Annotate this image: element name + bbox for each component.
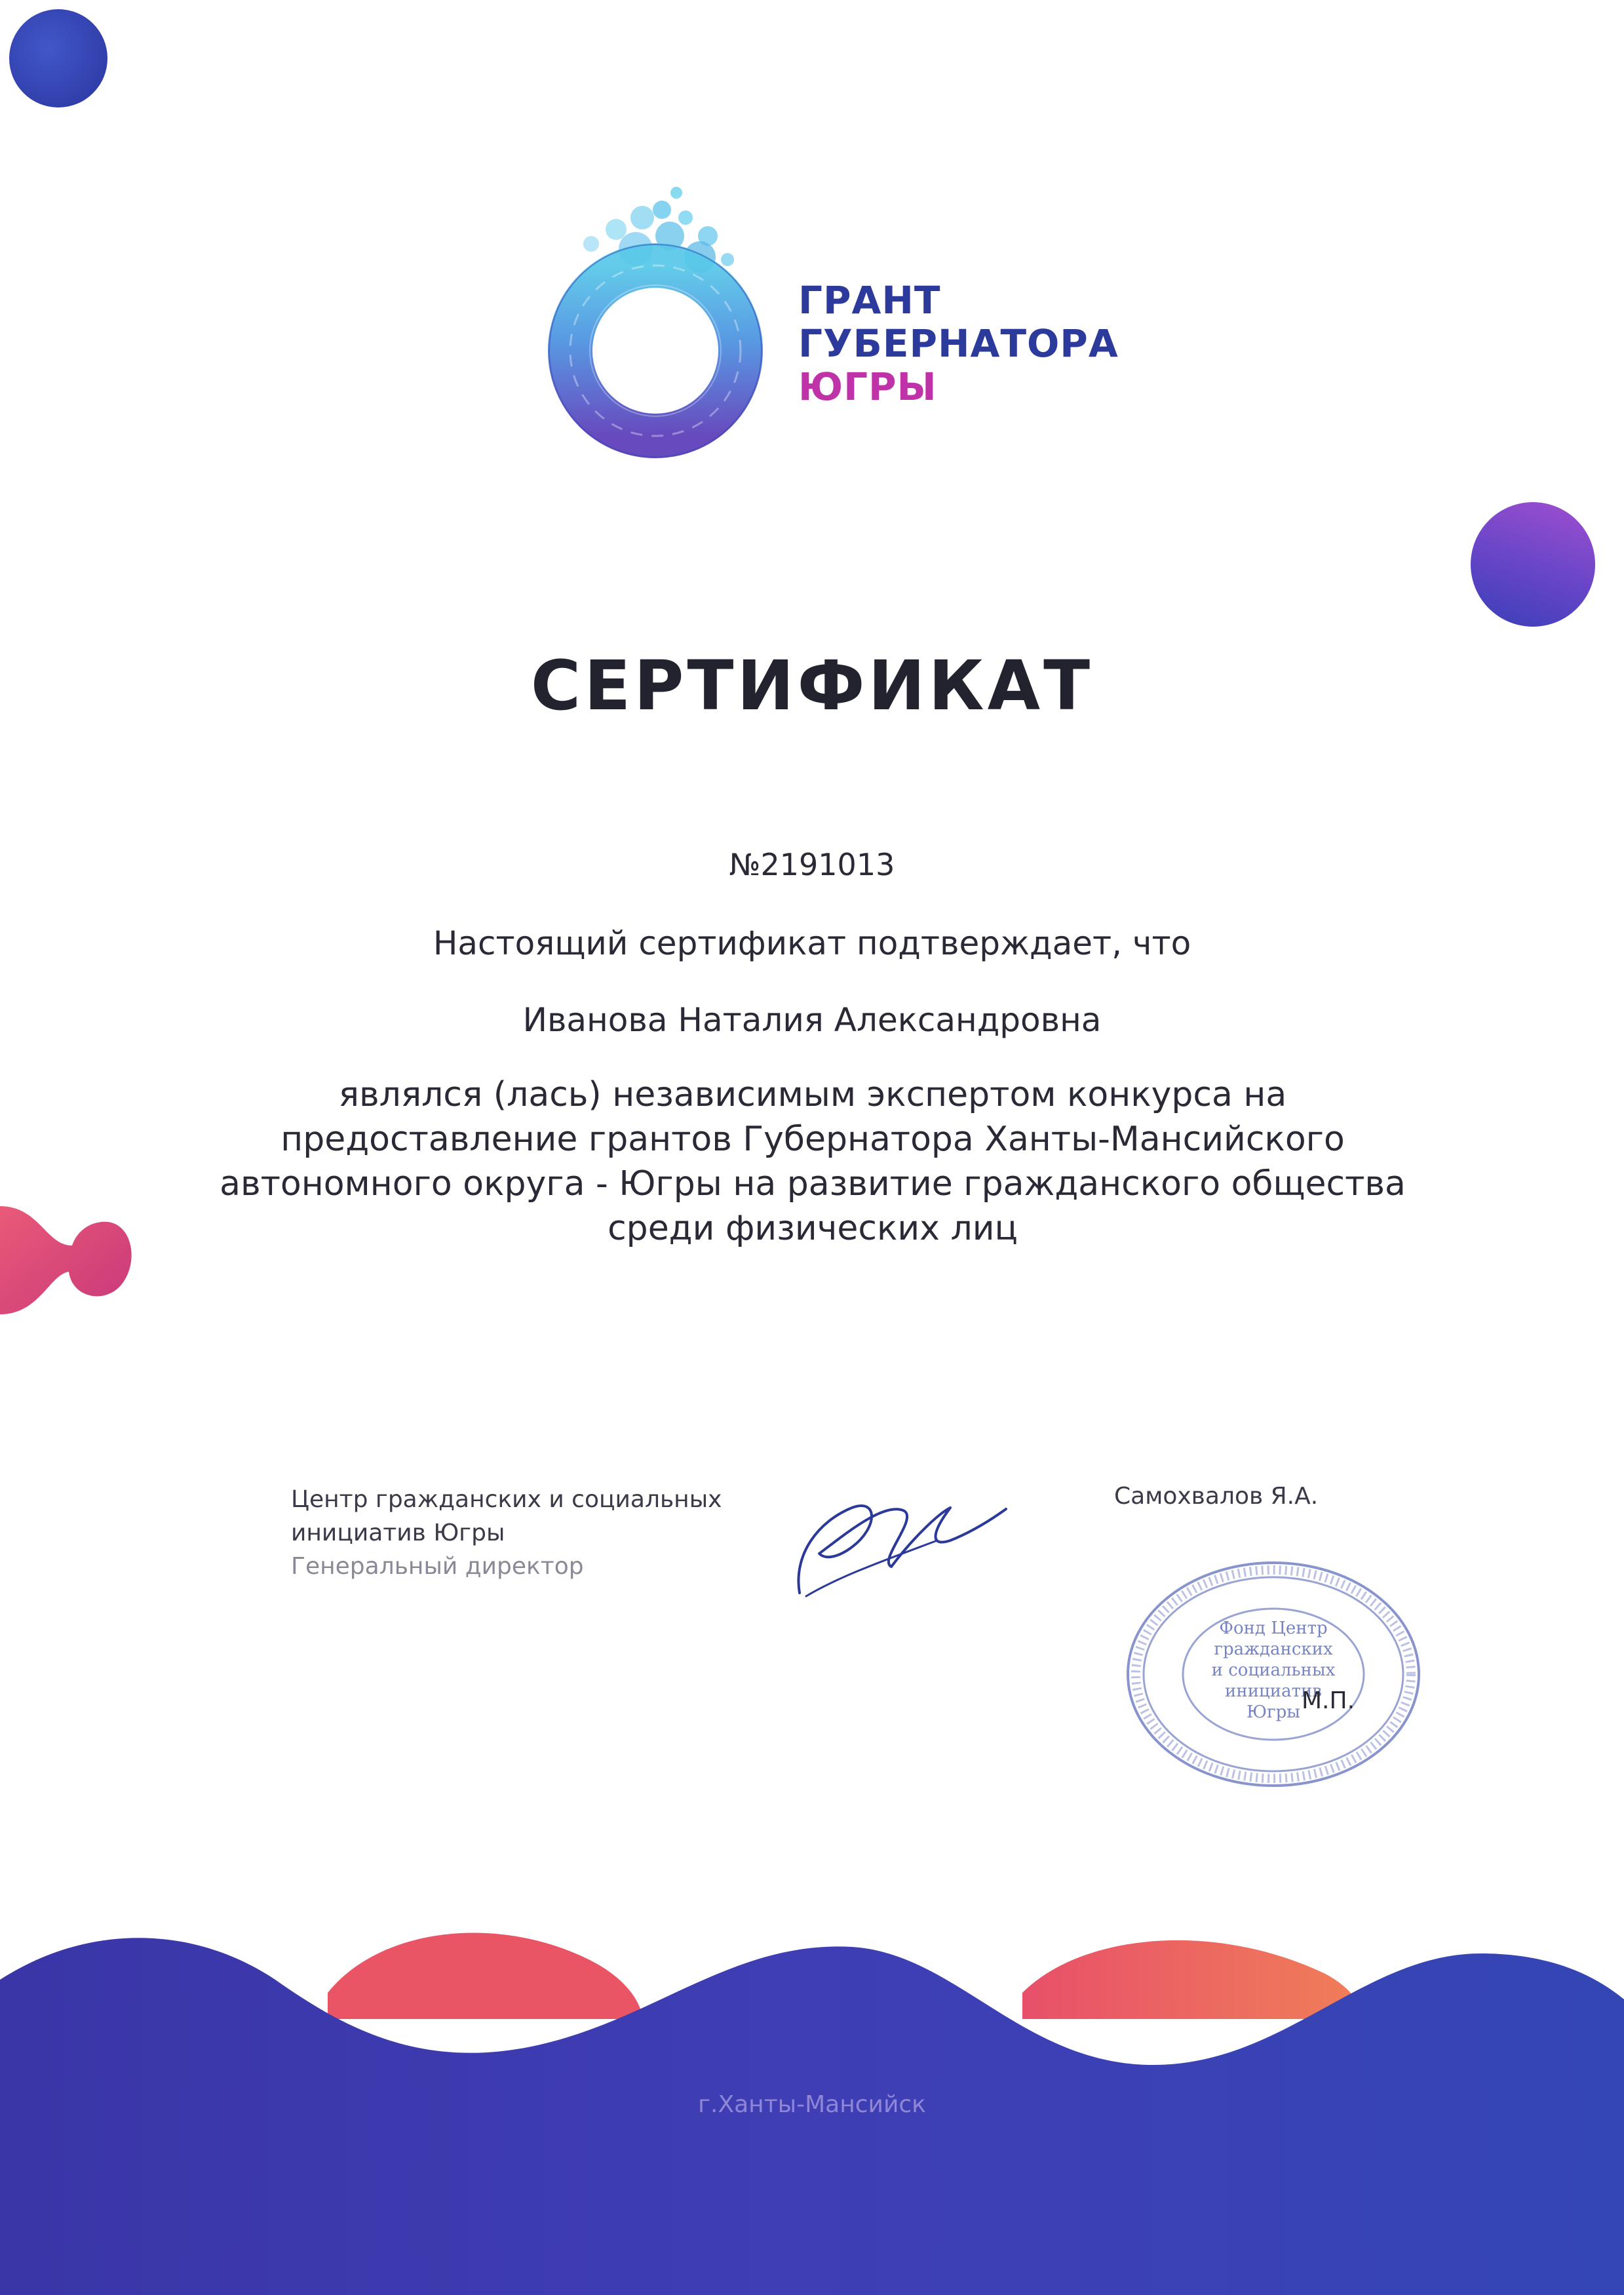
body-line: предоставление грантов Губернатора Ханты-Мансийского: [280, 1120, 1345, 1159]
stamp-place-label: М.П.: [1302, 1687, 1355, 1714]
decorative-circle-right: [1471, 502, 1595, 627]
logo-wordmark: [798, 279, 1119, 408]
stamp-text: гражданских: [1214, 1639, 1333, 1659]
stamp-text: и социальных: [1211, 1660, 1336, 1680]
logo-line-governor: ГУБЕРНАТОРА: [798, 321, 1119, 366]
certificate-title: СЕРТИФИКАТ: [530, 646, 1094, 726]
logo-line-yugra: ЮГРЫ: [798, 364, 937, 409]
signatory-name: Самохвалов Я.А.: [1114, 1483, 1319, 1510]
certificate-number: №2191013: [729, 847, 895, 882]
grant-logo-emblem: [531, 184, 780, 472]
logo-line-grant: ГРАНТ: [798, 278, 941, 323]
handwritten-signature: [780, 1462, 1016, 1613]
official-stamp-seal: [1119, 1556, 1427, 1792]
signatory-role: Генеральный директор: [291, 1553, 584, 1580]
confirm-text: Настоящий сертификат подтверждает, что: [433, 924, 1191, 962]
stamp-text: Югры: [1247, 1702, 1300, 1722]
stamp-text: инициатив: [1225, 1681, 1322, 1701]
body-line: среди физических лиц: [608, 1209, 1018, 1248]
certificate-body: [157, 1072, 1468, 1251]
stamp-text: Фонд Центр: [1219, 1618, 1328, 1638]
org-line: Центр гражданских и социальных: [291, 1486, 722, 1513]
decorative-drop-left: [0, 1193, 138, 1324]
body-line: являлся (лась) независимым экспертом конкурса на: [338, 1075, 1287, 1114]
recipient-name: Иванова Наталия Александровна: [522, 1001, 1102, 1039]
body-line: автономного округа - Югры на развитие гражданского общества: [220, 1164, 1406, 1204]
decorative-circle-top-left: [9, 9, 107, 108]
org-line: инициатив Югры: [291, 1520, 505, 1546]
signatory-organization: [291, 1483, 722, 1583]
footer-city: г.Ханты-Мансийск: [698, 2091, 926, 2118]
